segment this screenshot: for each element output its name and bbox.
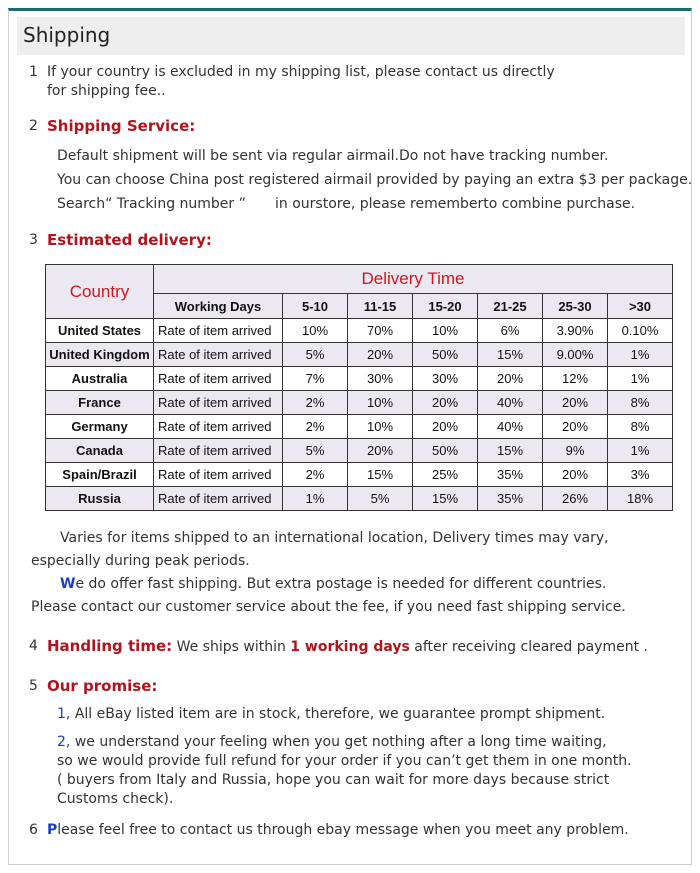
item-4-line (47, 637, 648, 655)
handling-text-a: We ships within (176, 639, 286, 655)
rate-label-cell: Rate of item arrived (154, 391, 283, 415)
table-row (46, 343, 673, 367)
item-2-number: 2 (29, 118, 38, 134)
item-4-number: 4 (29, 638, 38, 654)
note-2-line-1-rest: e do offer fast shipping. But extra postage is needed for different countries. (75, 576, 607, 592)
value-cell: 8% (608, 391, 673, 415)
value-cell: 5% (283, 439, 348, 463)
item-2-line-3-rest: in ourstore, please rememberto combine purchase. (275, 196, 636, 212)
value-cell: 50% (413, 439, 478, 463)
value-cell: 40% (478, 391, 543, 415)
value-cell: 30% (413, 367, 478, 391)
table-row (46, 463, 673, 487)
delivery-time-header: Delivery Time (154, 265, 673, 294)
rate-label-cell: Rate of item arrived (154, 487, 283, 511)
estimated-delivery-heading: Estimated delivery: (47, 231, 212, 249)
promise-1-text: All eBay listed item are in stock, therefore, we guarantee prompt shipment. (74, 706, 606, 722)
value-cell: 20% (478, 367, 543, 391)
value-cell: 1% (283, 487, 348, 511)
value-cell: 5% (283, 343, 348, 367)
item-2-line-1: Default shipment will be sent via regular airmail.Do not have tracking number. (57, 148, 609, 164)
note-2-line-1 (60, 576, 606, 592)
promise-2-line-1 (57, 734, 607, 750)
value-cell: 0.10% (608, 319, 673, 343)
handling-text-b: after receiving cleared payment . (414, 639, 648, 655)
value-cell: 35% (478, 463, 543, 487)
value-cell: 2% (283, 391, 348, 415)
value-cell: 9.00% (543, 343, 608, 367)
item-6-line (47, 822, 629, 838)
bin-header: >30 (608, 294, 673, 319)
rate-label-cell: Rate of item arrived (154, 463, 283, 487)
rate-label-cell: Rate of item arrived (154, 343, 283, 367)
table-row (46, 367, 673, 391)
country-header: Country (46, 265, 154, 319)
value-cell: 7% (283, 367, 348, 391)
item-1-line-1: If your country is excluded in my shipping list, please contact us directly (47, 64, 555, 80)
value-cell: 5% (348, 487, 413, 511)
item-6-number: 6 (29, 822, 38, 838)
value-cell: 35% (478, 487, 543, 511)
country-cell: Canada (46, 439, 154, 463)
value-cell: 20% (348, 343, 413, 367)
value-cell: 30% (348, 367, 413, 391)
bin-header: 25-30 (543, 294, 608, 319)
value-cell: 1% (608, 367, 673, 391)
rate-label-cell: Rate of item arrived (154, 319, 283, 343)
value-cell: 9% (543, 439, 608, 463)
value-cell: 6% (478, 319, 543, 343)
item-6-initial: P (47, 822, 58, 838)
value-cell: 25% (413, 463, 478, 487)
bin-header: 11-15 (348, 294, 413, 319)
country-cell: Russia (46, 487, 154, 511)
page-title: Shipping (23, 23, 111, 47)
handling-highlight: 1 working days (290, 639, 410, 655)
value-cell: 15% (478, 439, 543, 463)
bin-header: 15-20 (413, 294, 478, 319)
value-cell: 20% (543, 415, 608, 439)
value-cell: 10% (413, 319, 478, 343)
value-cell: 20% (413, 391, 478, 415)
note-2-initial: W (60, 576, 76, 592)
value-cell: 26% (543, 487, 608, 511)
working-days-header: Working Days (154, 294, 283, 319)
bin-header: 21-25 (478, 294, 543, 319)
note-2-line-2: Please contact our customer service about the fee, if you need fast shipping service. (31, 599, 626, 615)
value-cell: 15% (348, 463, 413, 487)
item-1-number: 1 (29, 64, 38, 80)
value-cell: 20% (348, 439, 413, 463)
value-cell: 1% (608, 343, 673, 367)
item-1-line-2: for shipping fee.. (47, 83, 166, 99)
table-header-row (46, 265, 673, 294)
item-6-text: lease feel free to contact us through ebay message when you meet any problem. (57, 822, 629, 838)
value-cell: 18% (608, 487, 673, 511)
item-3-number: 3 (29, 232, 38, 248)
value-cell: 3.90% (543, 319, 608, 343)
item-5-number: 5 (29, 678, 38, 694)
promise-1-line (57, 706, 605, 722)
our-promise-heading: Our promise: (47, 677, 158, 695)
value-cell: 50% (413, 343, 478, 367)
value-cell: 8% (608, 415, 673, 439)
promise-2-number: 2, (57, 734, 71, 750)
rate-label-cell: Rate of item arrived (154, 367, 283, 391)
table-row (46, 439, 673, 463)
value-cell: 15% (413, 487, 478, 511)
promise-2-line-3: ( buyers from Italy and Russia, hope you can wait for more days because strict (57, 772, 610, 788)
value-cell: 15% (478, 343, 543, 367)
table-row (46, 415, 673, 439)
item-2-line-3-search: Search“ Tracking number ” (57, 196, 246, 212)
table-row (46, 487, 673, 511)
note-1-line-1: Varies for items shipped to an international location, Delivery times may vary, (60, 530, 609, 546)
table-row (46, 391, 673, 415)
shipping-service-heading: Shipping Service: (47, 117, 196, 135)
country-cell: Spain/Brazil (46, 463, 154, 487)
handling-time-heading: Handling time: (47, 637, 173, 655)
promise-2-line-2: so we would provide full refund for your order if you can’t get them in one month. (57, 753, 632, 769)
value-cell: 1% (608, 439, 673, 463)
value-cell: 2% (283, 463, 348, 487)
value-cell: 12% (543, 367, 608, 391)
promise-1-number: 1, (57, 706, 71, 722)
panel-header (17, 17, 685, 55)
item-2-line-2: You can choose China post registered airmail provided by paying an extra $3 per package. (57, 172, 693, 188)
country-cell: United States (46, 319, 154, 343)
bin-header: 5-10 (283, 294, 348, 319)
value-cell: 70% (348, 319, 413, 343)
country-cell: Australia (46, 367, 154, 391)
value-cell: 20% (543, 391, 608, 415)
promise-2-line-4: Customs check). (57, 791, 174, 807)
rate-label-cell: Rate of item arrived (154, 439, 283, 463)
country-cell: France (46, 391, 154, 415)
value-cell: 40% (478, 415, 543, 439)
value-cell: 2% (283, 415, 348, 439)
note-1-line-2: especially during peak periods. (31, 553, 250, 569)
value-cell: 3% (608, 463, 673, 487)
table-row (46, 319, 673, 343)
value-cell: 10% (348, 391, 413, 415)
value-cell: 10% (283, 319, 348, 343)
country-cell: Germany (46, 415, 154, 439)
value-cell: 20% (543, 463, 608, 487)
delivery-table (45, 264, 673, 511)
value-cell: 10% (348, 415, 413, 439)
rate-label-cell: Rate of item arrived (154, 415, 283, 439)
value-cell: 20% (413, 415, 478, 439)
promise-2-text: we understand your feeling when you get nothing after a long time waiting, (74, 734, 607, 750)
country-cell: United Kingdom (46, 343, 154, 367)
